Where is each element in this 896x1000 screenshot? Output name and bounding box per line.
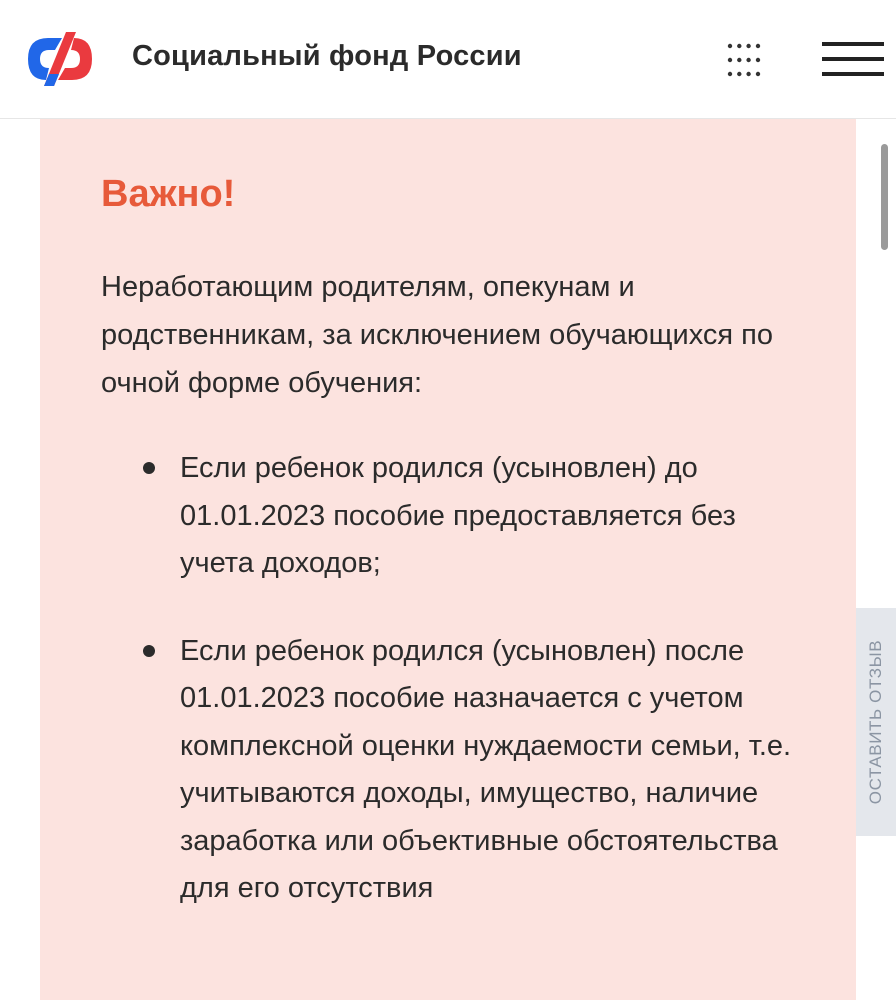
- notice-heading: Важно!: [101, 173, 236, 215]
- important-notice: [40, 119, 856, 1000]
- sfr-logo-icon[interactable]: [22, 26, 98, 92]
- hamburger-menu-icon[interactable]: [822, 40, 884, 78]
- notice-intro: Неработающим родителям, опекунам и родственникам, за исключением обучающихся по очной форме обучения:: [101, 271, 773, 399]
- apps-grid-icon[interactable]: [726, 42, 762, 78]
- bullet-icon: [143, 462, 155, 474]
- feedback-label: ОСТАВИТЬ ОТЗЫВ: [866, 639, 885, 805]
- list-item: [101, 628, 801, 913]
- bullet-icon: [143, 645, 155, 657]
- list-item-text: Если ребенок родился (усыновлен) до 01.01.2023 пособие предоставляется без учета доходов;: [180, 452, 736, 579]
- site-header: [0, 0, 896, 119]
- site-title[interactable]: Социальный фонд России: [132, 40, 522, 72]
- list-item-text: Если ребенок родился (усыновлен) после 01.01.2023 пособие назначается с учетом комплексной оценки нуждаемости семьи, т.е. учитываются доходы, имущество, наличие заработка или объективные обстоятельства для его отсутствия: [180, 634, 792, 904]
- notice-list: [101, 445, 801, 953]
- feedback-button[interactable]: [856, 608, 896, 836]
- list-item: [101, 445, 801, 588]
- scrollbar-thumb[interactable]: [881, 144, 888, 250]
